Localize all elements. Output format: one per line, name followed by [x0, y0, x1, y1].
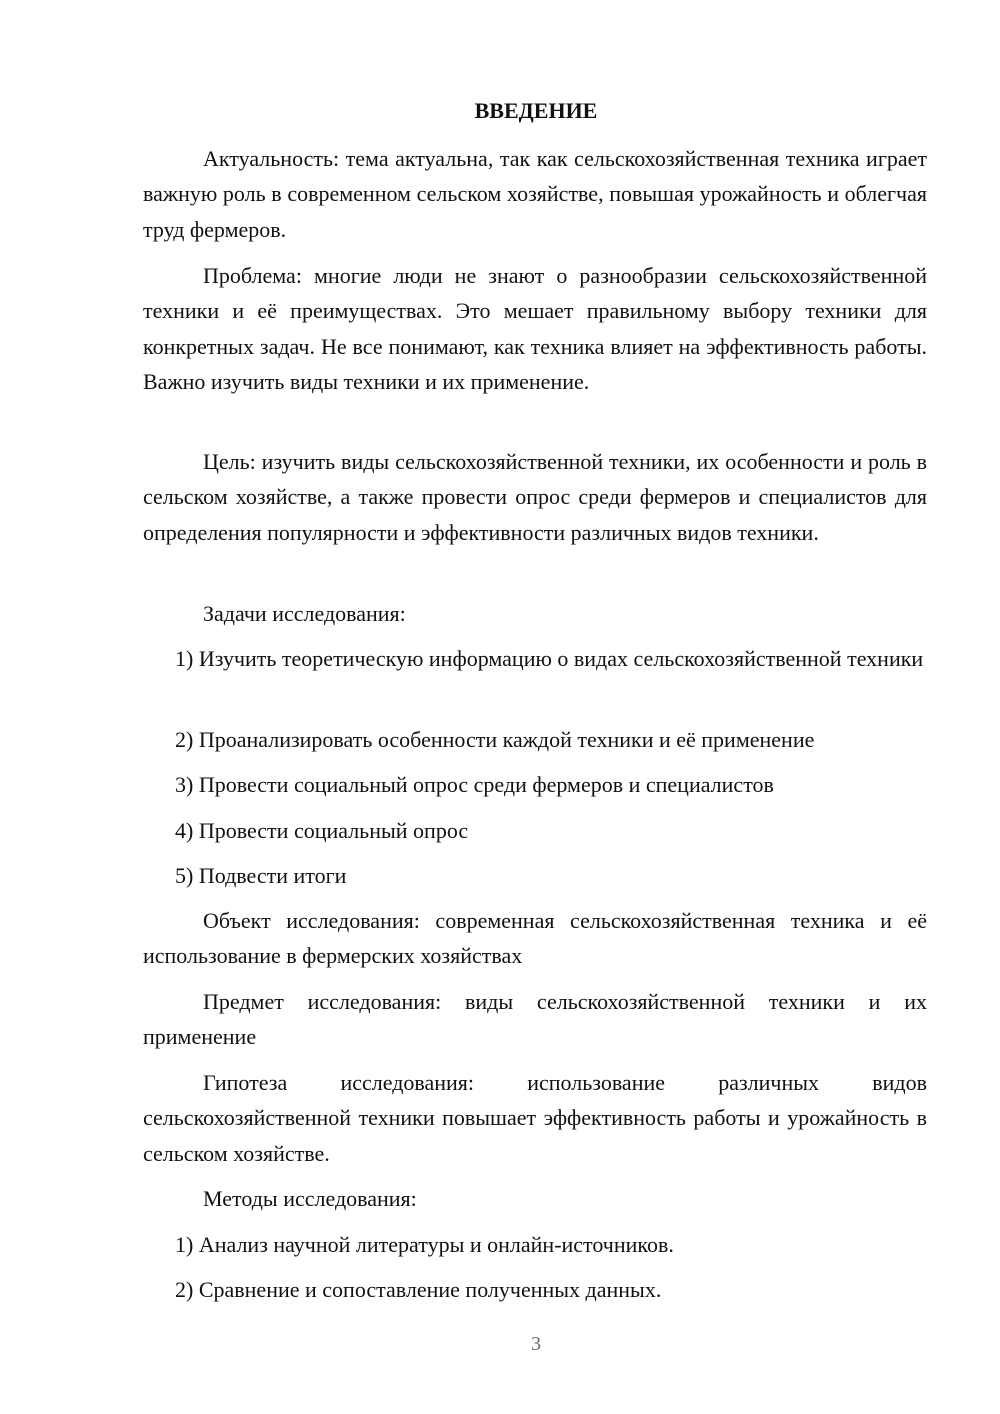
task-item-3: 3) Провести социальный опрос среди фермеров и специалистов: [175, 772, 774, 797]
section-heading: ВВЕДЕНИЕ: [474, 98, 598, 123]
task-item-4: 4) Провести социальный опрос: [175, 818, 469, 843]
method-item-2: 2) Сравнение и сопоставление полученных данных.: [175, 1277, 662, 1302]
hypothesis-paragraph: Гипотеза исследования: использование различных видов сельскохозяйственной техники повышает эффективность работы и урожайность в сельском хозяйстве.: [143, 1070, 927, 1166]
task-item-1: 1) Изучить теоретическую информацию о видах сельскохозяйственной техники: [175, 646, 924, 671]
object-paragraph: Объект исследования: современная сельскохозяйственная техника и её использование в фермерских хозяйствах: [143, 908, 927, 969]
relevance-paragraph: Актуальность: тема актуальна, так как сельскохозяйственная техника играет важную роль в современном сельском хозяйстве, повышая урожайность и облегчая труд фермеров.: [143, 146, 927, 242]
problem-paragraph: Проблема: многие люди не знают о разнообразии сельскохозяйственной техники и её преимуществах. Это мешает правильному выбору техники для конкретных задач. Не все понимают, как техника влияет на эффективность работы. Важно изучить виды техники и их применение.: [143, 263, 927, 394]
page-number: 3: [531, 1333, 541, 1355]
method-item-1: 1) Анализ научной литературы и онлайн-источников.: [175, 1232, 674, 1257]
task-item-2: 2) Проанализировать особенности каждой техники и её применение: [175, 727, 815, 752]
subject-paragraph: Предмет исследования: виды сельскохозяйственной техники и их применение: [143, 989, 927, 1050]
methods-heading: Методы исследования:: [203, 1186, 417, 1211]
tasks-heading: Задачи исследования:: [203, 601, 406, 626]
goal-paragraph: Цель: изучить виды сельскохозяйственной техники, их особенности и роль в сельском хозяйстве, а также провести опрос среди фермеров и специалистов для определения популярности и эффективности различных видов техники.: [143, 449, 927, 545]
task-item-5: 5) Подвести итоги: [175, 863, 347, 888]
